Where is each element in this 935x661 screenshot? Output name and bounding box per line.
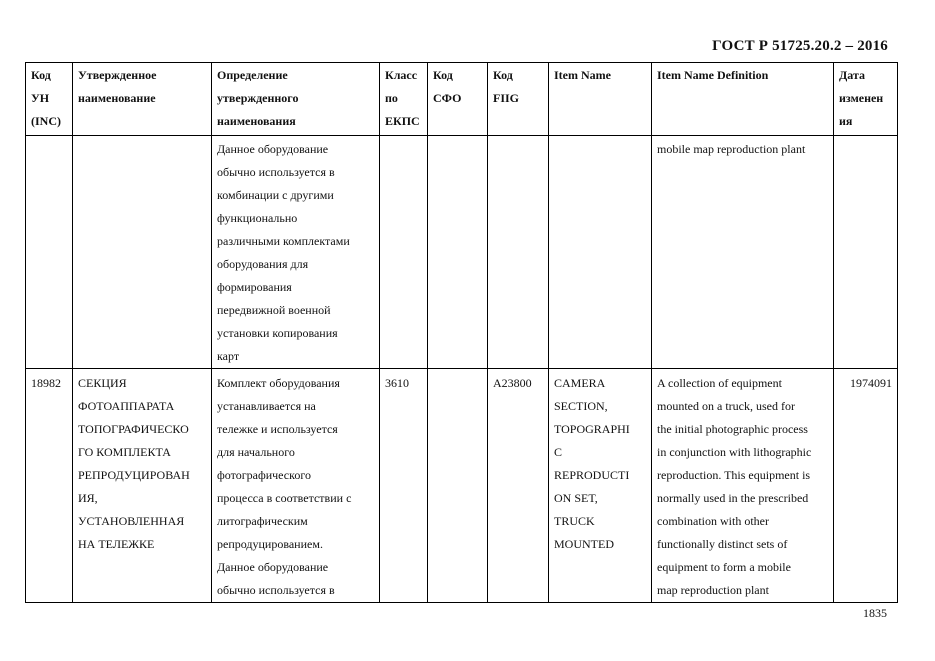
cell-text-line: оборудования для bbox=[217, 257, 309, 271]
cell-text-line: СФО bbox=[433, 91, 462, 105]
cell-text-line: MOUNTED bbox=[554, 537, 614, 551]
cell-text-line: литографическим bbox=[217, 514, 308, 528]
table-row bbox=[26, 136, 898, 369]
cell-text-line: 18982 bbox=[31, 376, 61, 390]
cell-text-line: ТОПОГРАФИЧЕСКО bbox=[78, 422, 189, 436]
header-sfo-code bbox=[428, 63, 488, 136]
items-table bbox=[25, 62, 898, 603]
cell-text-line: SECTION, bbox=[554, 399, 608, 413]
cell-text-line: ON SET, bbox=[554, 491, 598, 505]
cell-text-line: Item Name Definition bbox=[657, 68, 769, 82]
cell-text-line: РЕПРОДУЦИРОВАН bbox=[78, 468, 190, 482]
cell-item-name-definition bbox=[652, 369, 834, 603]
cell-fiig-code bbox=[488, 136, 549, 369]
header-inc bbox=[26, 63, 73, 136]
cell-text-line: equipment to form a mobile bbox=[657, 560, 791, 574]
cell-text-line: различными комплектами bbox=[217, 234, 350, 248]
cell-change-date bbox=[834, 369, 898, 603]
header-approved-name bbox=[73, 63, 212, 136]
cell-text-line: ЕКПС bbox=[385, 114, 420, 128]
cell-text-line: ФОТОАППАРАТА bbox=[78, 399, 175, 413]
cell-item-name-definition bbox=[652, 136, 834, 369]
cell-text-line: для начального bbox=[217, 445, 295, 459]
cell-text-line: УСТАНОВЛЕННАЯ bbox=[78, 514, 185, 528]
cell-text-line: обычно используется в bbox=[217, 165, 335, 179]
header-item-name bbox=[549, 63, 652, 136]
cell-text-line: CAMERA bbox=[554, 376, 606, 390]
header-class bbox=[380, 63, 428, 136]
cell-text-line: установки копирования bbox=[217, 326, 338, 340]
cell-class bbox=[380, 136, 428, 369]
cell-text-line: Утвержденное bbox=[78, 68, 157, 82]
cell-text-line: процесса в соответствии с bbox=[217, 491, 352, 505]
cell-inc bbox=[26, 136, 73, 369]
cell-item-name bbox=[549, 369, 652, 603]
cell-text-line: combination with other bbox=[657, 514, 769, 528]
table-row bbox=[26, 369, 898, 603]
cell-text-line: функционально bbox=[217, 211, 298, 225]
cell-text-line: по bbox=[385, 91, 398, 105]
cell-text-line: FIIG bbox=[493, 91, 520, 105]
cell-text-line: Класс bbox=[385, 68, 418, 82]
page-number: 1835 bbox=[863, 606, 887, 620]
cell-text-line: Комплект оборудования bbox=[217, 376, 340, 390]
cell-text-line: C bbox=[554, 445, 563, 459]
cell-inc bbox=[26, 369, 73, 603]
cell-text-line: НА ТЕЛЕЖКЕ bbox=[78, 537, 155, 551]
cell-text-line: УН bbox=[31, 91, 50, 105]
cell-text-line: the initial photographic process bbox=[657, 422, 808, 436]
table-header-row bbox=[26, 63, 898, 136]
cell-text-line: утвержденного bbox=[217, 91, 299, 105]
cell-text-line: обычно используется в bbox=[217, 583, 335, 597]
cell-text-line: Данное оборудование bbox=[217, 142, 329, 156]
cell-change-date bbox=[834, 136, 898, 369]
cell-text-line: A23800 bbox=[493, 376, 532, 390]
cell-text-line: A collection of equipment bbox=[657, 376, 782, 390]
cell-text-line: Данное оборудование bbox=[217, 560, 329, 574]
cell-approved-name bbox=[73, 136, 212, 369]
cell-definition bbox=[212, 369, 380, 603]
cell-text-line: TRUCK bbox=[554, 514, 595, 528]
cell-approved-name bbox=[73, 369, 212, 603]
cell-text-line: (INC) bbox=[31, 114, 61, 128]
cell-text-line: functionally distinct sets of bbox=[657, 537, 788, 551]
cell-definition bbox=[212, 136, 380, 369]
cell-text-line: REPRODUCTI bbox=[554, 468, 630, 482]
cell-text-line: передвижной военной bbox=[217, 303, 331, 317]
cell-text-line: тележке и используется bbox=[217, 422, 338, 436]
cell-sfo-code bbox=[428, 369, 488, 603]
cell-text-line: ИЯ, bbox=[78, 491, 98, 505]
cell-text-line: формирования bbox=[217, 280, 292, 294]
cell-text-line: 1974091 bbox=[850, 376, 892, 390]
cell-text-line: in conjunction with lithographic bbox=[657, 445, 812, 459]
cell-text-line: mounted on a truck, used for bbox=[657, 399, 795, 413]
cell-text-line: карт bbox=[217, 349, 240, 363]
cell-text-line: устанавливается на bbox=[217, 399, 316, 413]
cell-text-line: mobile map reproduction plant bbox=[657, 142, 806, 156]
header-change-date bbox=[834, 63, 898, 136]
cell-text-line: ГО КОМПЛЕКТА bbox=[78, 445, 171, 459]
cell-text-line: reproduction. This equipment is bbox=[657, 468, 811, 482]
cell-text-line: Определение bbox=[217, 68, 288, 82]
cell-text-line: комбинации с другими bbox=[217, 188, 334, 202]
cell-text-line: СЕКЦИЯ bbox=[78, 376, 127, 390]
header-item-name-definition bbox=[652, 63, 834, 136]
cell-text-line: Дата bbox=[839, 68, 865, 82]
cell-text-line: Item Name bbox=[554, 68, 611, 82]
header-definition bbox=[212, 63, 380, 136]
header-fiig-code bbox=[488, 63, 549, 136]
cell-text-line: изменен bbox=[839, 91, 884, 105]
cell-text-line: Код bbox=[31, 68, 51, 82]
cell-fiig-code bbox=[488, 369, 549, 603]
cell-text-line: TOPOGRAPHI bbox=[554, 422, 630, 436]
cell-item-name bbox=[549, 136, 652, 369]
cell-text-line: ия bbox=[839, 114, 853, 128]
cell-text-line: normally used in the prescribed bbox=[657, 491, 809, 505]
cell-text-line: Код bbox=[493, 68, 513, 82]
cell-text-line: map reproduction plant bbox=[657, 583, 769, 597]
cell-text-line: 3610 bbox=[385, 376, 409, 390]
document-title: ГОСТ Р 51725.20.2 – 2016 bbox=[712, 38, 888, 54]
cell-sfo-code bbox=[428, 136, 488, 369]
cell-class bbox=[380, 369, 428, 603]
cell-text-line: наименование bbox=[78, 91, 156, 105]
cell-text-line: фотографического bbox=[217, 468, 311, 482]
cell-text-line: репродуцированием. bbox=[217, 537, 323, 551]
cell-text-line: Код bbox=[433, 68, 453, 82]
cell-text-line: наименования bbox=[217, 114, 296, 128]
